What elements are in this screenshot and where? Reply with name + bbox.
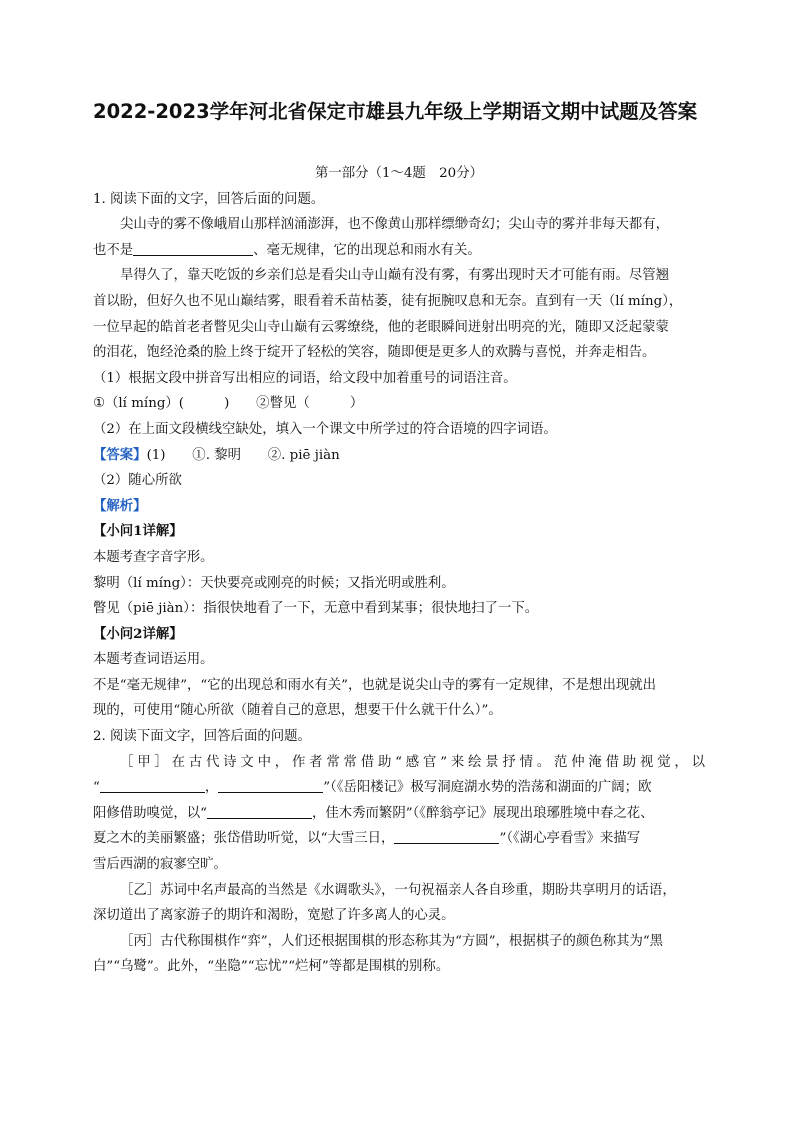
q2-blank-line [218, 778, 323, 793]
detail-2-line: 本题考查词语运用。 [93, 652, 214, 668]
q1-passage-line: 一位早起的皓首老者瞥见尖山寺山巅有云雾缭绕，他的老眼瞬间迸射出明亮的光，随即又泛起蒙蒙 [93, 319, 669, 335]
q2-passage-line: ［丙］古代称围棋作“弈”，人们还根据围棋的形态称其为“方圆”，根据棋子的颜色称其为“黑 [120, 933, 664, 949]
q2-passage-line: 深切道出了离家游子的期许和渴盼，宽慰了许多离人的心灵。 [93, 908, 455, 924]
section-header: 第一部分（1～4题 20分） [315, 166, 483, 181]
q2-text: ”（《湖心亭看雪》来描写 [499, 831, 641, 847]
q1-sub-question-1: （1）根据文段中拼音写出相应的词语，给文段中加着重号的词语注音。 [93, 370, 517, 386]
q1-blank-line [133, 241, 253, 256]
detail-1-tag: 【小问1详解】 [93, 523, 183, 540]
answer-tag: 【答案】 [93, 447, 147, 463]
q2-blank-line [207, 804, 312, 819]
q1-text: 也不是 [93, 242, 134, 258]
q2-blank-line [100, 778, 205, 793]
q2-passage-line: 雪后西湖的寂寥空旷。 [93, 857, 227, 873]
answer-line [93, 443, 705, 469]
document-title: 2022-2023学年河北省保定市雄县九年级上学期语文期中试题及答案 [93, 100, 698, 123]
q1-passage-line: 首以盼，但好久也不见山巅结雾，眼看着禾苗枯萎，徒有扼腕叹息和无奈。直到有一天（lí míng）， [93, 293, 683, 309]
q2-prompt: 2. 阅读下面文字，回答后面的问题。 [93, 729, 311, 745]
q1-text: 、毫无规律，它的出现总和雨水有关。 [253, 242, 481, 258]
detail-2-tag: 【小问2详解】 [93, 625, 183, 642]
q2-text: ，佳木秀而繁阴”（《醉翁亭记》展现出琅琊胜境中春之花、 [311, 805, 654, 821]
detail-1-line: 瞥见（piē jiàn）：指很快地看了一下，无意中看到某事；很快地扫了一下。 [93, 601, 539, 617]
q2-passage-line: 白”“乌鹭”。此外，“坐隐”“忘忧”“烂柯”等都是围棋的别称。 [93, 959, 450, 975]
q2-passage-line: ［甲］在古代诗文中，作者常常借助“感官”来绘景抒情。范仲淹借助视觉，以 [120, 754, 705, 770]
q2-passage-line [93, 775, 705, 801]
detail-2-line: 不是“毫无规律”，“它的出现总和雨水有关”，也就是说尖山寺的雾有一定规律，不是想出现就出 [93, 677, 657, 693]
q2-text: ”（《岳阳楼记》极写洞庭湖水势的浩荡和湖面的广阔；欧 [323, 780, 652, 796]
q2-blank-line [394, 829, 499, 844]
answer-line: （2）随心所欲 [93, 473, 182, 489]
q2-passage-line [93, 826, 705, 852]
q1-prompt: 1. 阅读下面的文字，回答后面的问题。 [93, 191, 325, 207]
analysis-tag: 【解析】 [93, 498, 147, 514]
detail-1-line: 黎明（lí míng）：天快要亮或刚亮的时候；又指光明或胜利。 [93, 575, 455, 591]
answer-text: (1) ①. 黎明 ②. piē jiàn [146, 447, 340, 463]
q2-passage-line: ［乙］苏词中名声最高的当然是《水调歌头》，一句祝福亲人各自珍重，期盼共享明月的话语， [120, 882, 676, 898]
q1-sub-question-2: （2）在上面文段横线空缺处，填入一个课文中所学过的符合语境的四字词语。 [93, 421, 557, 437]
q1-passage-line: 尖山寺的雾不像峨眉山那样汹涌澎湃，也不像黄山那样缥缈奇幻；尖山寺的雾并非每天都有， [120, 217, 670, 233]
detail-1-line: 本题考查字音字形。 [93, 549, 214, 565]
q2-text: 阳修借助嗅觉，以“ [93, 805, 207, 821]
q1-sub-question-1-items: ①（lí míng）( ) ②瞥见（ ） [93, 396, 364, 412]
q2-text: 夏之木的美丽繁盛；张岱借助听觉，以“大雪三日， [93, 831, 395, 847]
detail-2-line: 现的，可使用“随心所欲（随着自己的意思，想要干什么就干什么）”。 [93, 703, 502, 719]
q1-passage-line: 旱得久了，靠天吃饭的乡亲们总是看尖山寺山巅有没有雾，有雾出现时天才可能有雨。尽管翘 [120, 268, 670, 284]
q2-text: ， [204, 780, 219, 796]
q1-passage-line: 的泪花，饱经沧桑的脸上终于绽开了轻松的笑容，随即便是更多人的欢腾与喜悦，并奔走相告。 [93, 345, 656, 361]
document-body [93, 161, 705, 980]
q1-passage-line [93, 238, 705, 264]
q2-text: “ [93, 780, 100, 796]
q2-passage-line [93, 801, 705, 827]
